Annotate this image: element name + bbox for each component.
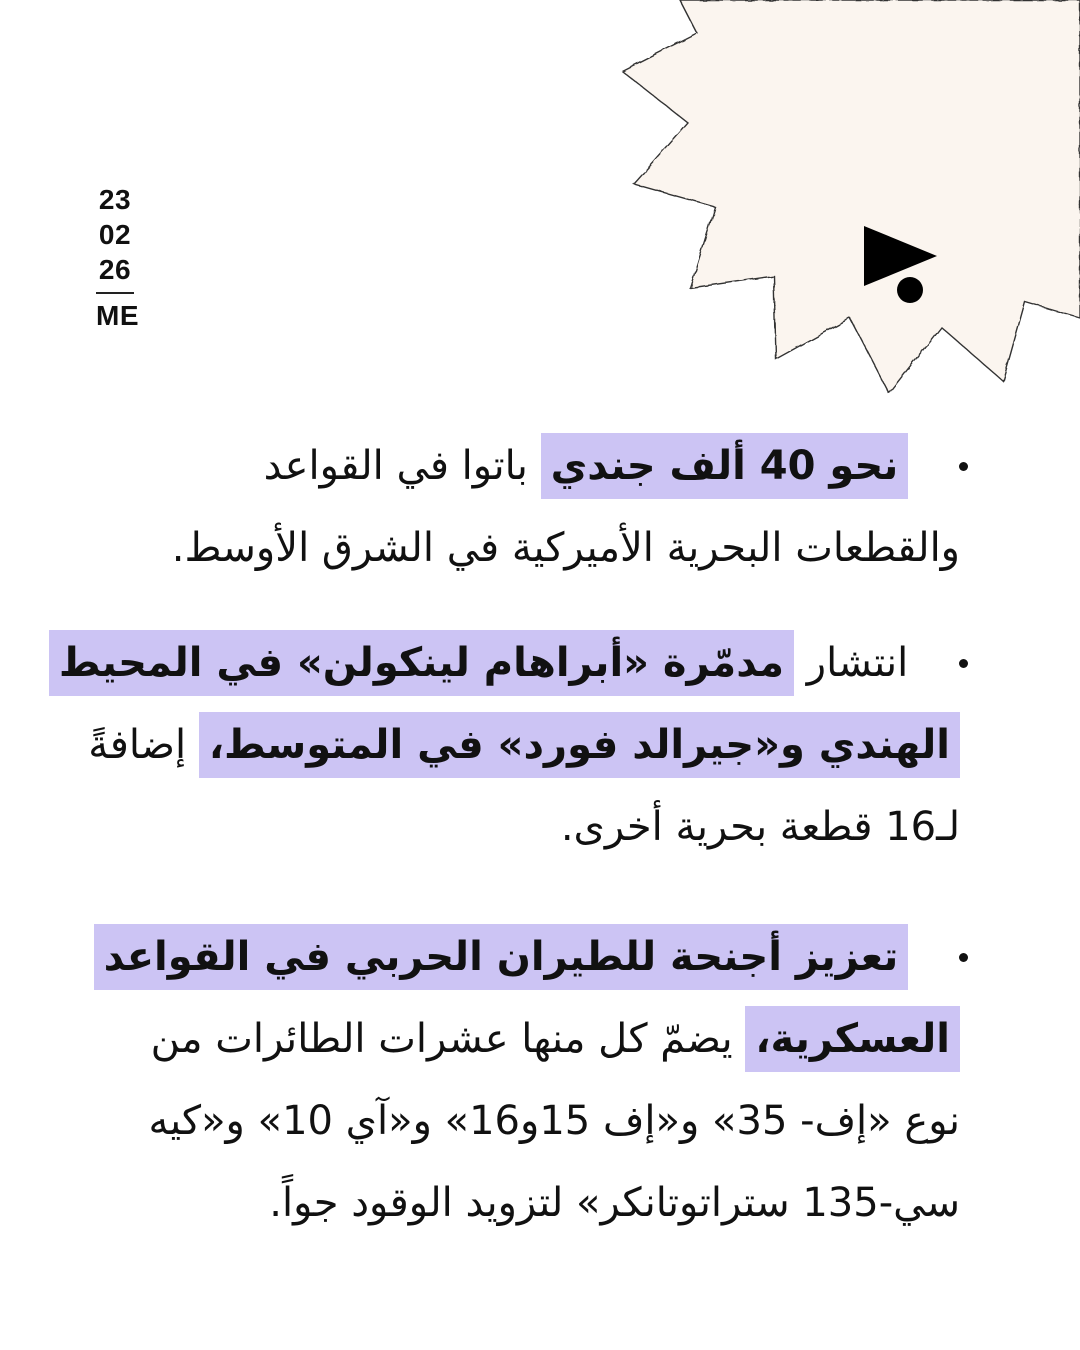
date-divider: [96, 292, 134, 294]
highlighted-text: الهندي و«جيرالد فورد» في المتوسط،: [199, 712, 960, 778]
bullet-line: [58, 622, 960, 704]
bullet-dot-icon: [959, 953, 968, 962]
bullet-item-carriers: [58, 622, 960, 868]
bullet-line: [120, 425, 960, 507]
bullet-line: [120, 1080, 960, 1162]
bullet-line: [88, 704, 960, 786]
date-day: 23: [98, 184, 132, 215]
bullet-line: [120, 1162, 960, 1244]
starburst-shape: [0, 0, 1080, 420]
body-text: لـ16 قطعة بحرية أخرى.: [560, 804, 960, 850]
bullet-line: [103, 916, 960, 998]
highlighted-text: نحو 40 ألف جندي: [541, 433, 909, 499]
date-block: [96, 182, 139, 333]
date-year: 26: [98, 254, 132, 285]
body-text: إضافةً: [88, 722, 187, 768]
body-text: انتشار: [794, 640, 909, 686]
play-triangle-with-dot-icon: [864, 226, 940, 304]
bullet-dot-icon: [959, 659, 968, 668]
bullet-item-air-wings: [103, 916, 960, 1244]
bullet-line: [120, 786, 960, 868]
bullet-dot-icon: [959, 462, 968, 471]
bullet-line: [120, 998, 960, 1080]
date-month: 02: [98, 219, 132, 250]
region-tag: ME: [96, 300, 139, 331]
bullet-line: [120, 507, 960, 589]
body-text: نوع «إف- 35» و«إف 15و16» و«آي 10» و«كيه: [148, 1098, 960, 1144]
body-text: سي-135 ستراتوتانكر» لتزويد الوقود جواً.: [269, 1180, 960, 1226]
body-text: باتوا في القواعد: [263, 443, 528, 489]
highlighted-text: تعزيز أجنحة للطيران الحربي في القواعد: [94, 924, 909, 990]
highlighted-text: مدمّرة «أبراهام لينكولن» في المحيط: [49, 630, 794, 696]
body-text: يضمّ كل منها عشرات الطائرات من: [150, 1016, 733, 1062]
body-text: والقطعات البحرية الأميركية في الشرق الأوسط.: [171, 525, 960, 571]
bullet-item-troops: [120, 425, 960, 589]
highlighted-text: العسكرية،: [745, 1006, 960, 1072]
bullet-list: [58, 420, 960, 1244]
